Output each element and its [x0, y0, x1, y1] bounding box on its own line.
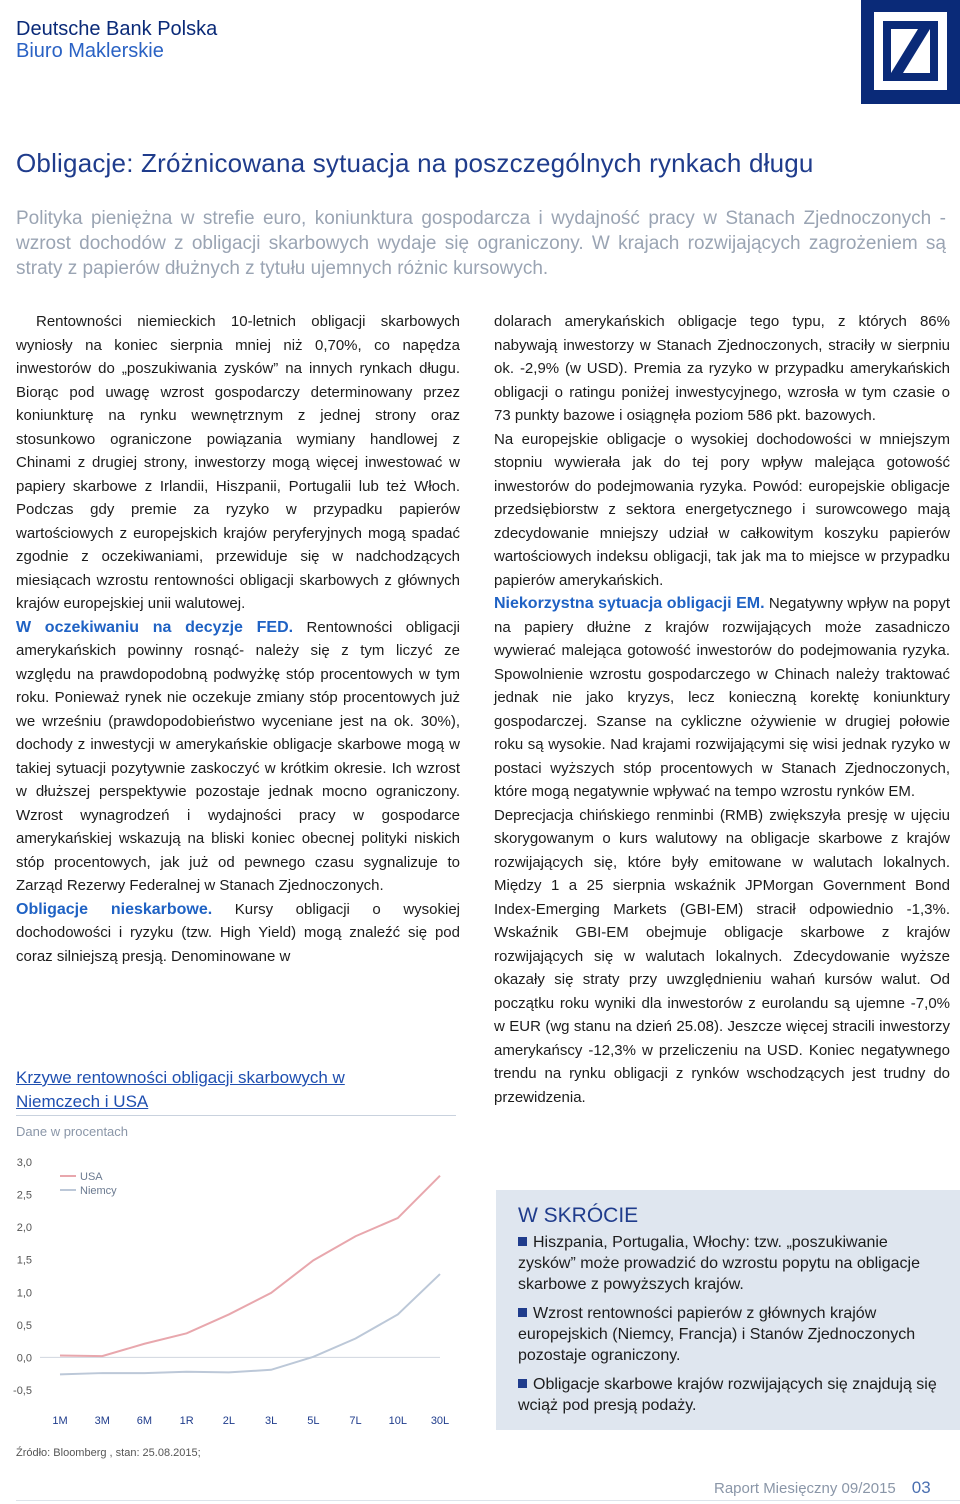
x-tick-label: 10L	[388, 1415, 407, 1427]
right-column	[494, 310, 950, 1109]
page-number: 03	[911, 1478, 931, 1497]
summary-item: Obligacje skarbowe krajów rozwijających się znajdują się wciąż pod presją podaży.	[518, 1376, 937, 1414]
y-tick-label: 1,5	[16, 1254, 32, 1267]
left-column	[16, 310, 460, 968]
x-tick-label: 2L	[222, 1415, 236, 1427]
legend-label: Niemcy	[80, 1185, 117, 1197]
series-line-usa	[60, 1176, 440, 1356]
y-tick-label: 0,0	[16, 1352, 32, 1365]
bullet-square-icon	[518, 1308, 527, 1317]
page-footer	[714, 1478, 931, 1498]
x-tick-label: 7L	[349, 1415, 362, 1427]
x-tick-label: 6M	[136, 1415, 153, 1427]
summary-title: W SKRÓCIE	[518, 1204, 639, 1227]
brand-name: Deutsche Bank Polska	[16, 18, 218, 40]
section-heading: Niekorzystna sytuacja obligacji EM.	[494, 595, 765, 612]
brand-subname: Biuro Maklerskie	[16, 40, 164, 62]
series-line-niemcy	[60, 1274, 440, 1374]
section-heading: W oczekiwaniu na decyzje FED.	[16, 618, 294, 636]
summary-item: Wzrost rentowności papierów z głównych krajów europejskich (Niemcy, Francja) i Stanów Zjednoczonych pozostaje ograniczony.	[518, 1305, 916, 1364]
y-tick-label: 3,0	[16, 1157, 32, 1169]
chart-divider	[16, 1115, 456, 1116]
y-tick-label: 0,5	[16, 1319, 32, 1332]
brand-header	[16, 18, 217, 62]
chart-source: Źródło: Bloomberg , stan: 25.08.2015;	[16, 1447, 201, 1459]
footer-rule	[16, 1500, 960, 1501]
paragraph: W oczekiwaniu na decyzje FED. Rentowności obligacji amerykańskich powinny rosnąć- należy się z tym liczyć ze względu na prawdopodobną podwyżkę stóp procentowych w tym roku. Ponieważ rynek nie oczekuje zmiany stóp procentowych już we wrześniu (prawdopodobieństwo wyceniane jest na ok. 30%), dochody z inwestycji w amerykańskie obligacje skarbowe mogą w takiej sytuacji pozytywnie zaskoczyć w krótkim okresie. Ich wzrost w dłuższej perspektywie pozostaje jednak mocno ograniczony. Wzrost wynagrodzeń i wydajności pracy w gospodarce amerykańskiej wskazują na bliski koniec obecnej polityki niskich stóp procentowych, jak już od pewnego czasu sygnalizuje to Zarząd Rezerwy Federalnej w Stanach Zjednoczonych.	[16, 618, 460, 894]
chart-subtitle: Dane w procentach	[16, 1124, 129, 1139]
intro-lead: Polityka pieniężna w strefie euro, koniunktura gospodarcza i wydajność pracy w Stanach Zjednoczonych - wzrost dochodów z obligacji skarbowych wydaje się ograniczony. W krajach rozwijających zagrożeniem są straty z papierów dłużnych z tytułu ujemnych różnic kursowych.	[16, 208, 946, 279]
section-heading: Obligacje nieskarbowe.	[16, 900, 213, 918]
report-name: Raport Miesięczny 09/2015	[714, 1480, 896, 1497]
x-tick-label: 1M	[52, 1415, 68, 1427]
paragraph: Deprecjacja chińskiego renminbi (RMB) zwiększyła presję w ujęciu skorygowanym o kurs walutowy na obligacje skarbowe z krajów rozwijających się, które były emitowane w walutach lokalnych. Między 1 a 25 sierpnia wskaźnik JPMorgan Government Bond Index-Emerging Markets (GBI-EM) stracił odpowiednio -1,3%. Wskaźnik GBI-EM obejmuje obligacje skarbowe z krajów rozwijających się w walutach lokalnych. Zdecydowanie wyższe okazały się straty przy uwzględnieniu wahań kursów walut. Od początku roku wyniki dla inwestorów z eurolandu są ujemne -7,0% w EUR (wg stanu na dzień 25.08). Jeszcze więcej stracili inwestorzy amerykańscy -12,3% w przeliczeniu na USD. Koniec negatywnego trendu na rynku obligacji z rynków wschodzących jest trudny do przewidzenia.	[494, 806, 950, 1106]
x-tick-label: 30L	[430, 1415, 450, 1427]
x-tick-label: 5L	[307, 1415, 320, 1427]
y-tick-label: 2,5	[16, 1189, 32, 1202]
paragraph: Niekorzystna sytuacja obligacji EM. Negatywny wpływ na popyt na papiery dłużne z krajów rozwijających może zasadniczo wywierać malejąca gotowość inwestorów do podejmowania ryzyka. Spowolnienie wzrostu gospodarczego w Chinach należy traktować jednak nie jako kryzys, lecz konieczną korektę koniunktury gospodarczej. Szanse na cykliczne ożywienie w drugiej połowie roku są wysokie. Nad krajami rozwijającymi się wisi jednak ryzyko w postaci wyższych stóp procentowych w Stanach Zjednoczonych, które mogą negatywnie wpływać na tempo wzrostu rynków EM.	[494, 595, 951, 800]
paragraph: dolarach amerykańskich obligacje tego typu, z których 86% nabywają inwestorzy w Stanach Zjednoczonych, straciły w sierpniu ok. -2,9% (w USD). Premia za ryzyko w przypadku amerykańskich obligacji o ratingu poniżej inwestycyjnego, wzrosła w tym czasie o 73 punkty bazowe i osiągnęła poziom 586 pkt. bazowych.	[494, 313, 950, 424]
deutsche-bank-logo-icon	[861, 0, 960, 104]
legend-label: USA	[80, 1171, 103, 1183]
x-tick-label: 3M	[94, 1415, 110, 1427]
summary-item: Hiszpania, Portugalia, Włochy: tzw. „poszukiwanie zysków” może prowadzić do wzrostu popytu na obligacje skarbowe z powyższych krajów.	[518, 1234, 920, 1293]
yield-curve-chart	[0, 1140, 470, 1440]
y-tick-label: 1,0	[16, 1287, 32, 1300]
chart-title: Krzywe rentowności obligacji skarbowych w Niemczech i USA	[16, 1068, 345, 1111]
x-tick-label: 1R	[179, 1415, 194, 1427]
page-title: Obligacje: Zróżnicowana sytuacja na poszczególnych rynkach długu	[16, 148, 814, 178]
y-tick-label: 2,0	[16, 1222, 32, 1235]
paragraph: Obligacje nieskarbowe. Kursy obligacji o wysokiej dochodowości i ryzyku (tzw. High Yield) mogą znaleźć się pod coraz silniejszą presją. Denominowane w	[16, 900, 460, 965]
bullet-square-icon	[518, 1379, 527, 1388]
paragraph: Na europejskie obligacje o wysokiej dochodowości w mniejszym stopniu wywierała jak do tej pory wpływ malejąca gotowość inwestorów do podejmowania ryzyka. Powód: europejskie obligacje przedsiębiorstw z sektora energetycznego i surowcowego mają zdecydowanie mniejszy udział w całkowitym koszyku papierów wartościowych indeksu obligacji, tak jak ma to miejsce w przypadku papierów amerykańskich.	[494, 430, 950, 589]
summary-list	[518, 1232, 948, 1424]
y-tick-label: -0,5	[13, 1385, 32, 1397]
summary-box	[496, 1190, 960, 1430]
bullet-square-icon	[518, 1237, 527, 1246]
x-tick-label: 3L	[264, 1415, 278, 1427]
paragraph: Rentowności niemieckich 10-letnich obligacji skarbowych wyniosły na koniec sierpnia mniej niż 0,70%, co napędza inwestorów do „poszukiwania zysków” na innych rynkach długu. Biorąc pod uwagę wzrost gospodarczy determinowany przez koniunkturę na rynku wewnętrznym z jednej strony oraz stosunkowo ograniczone powiązania wymiany handlowej z Chinami z drugiej strony, inwestorzy mogą więcej inwestować w papiery skarbowe z Irlandii, Hiszpanii, Portugalii lub też Włoch. Podczas gdy premie za ryzyko w przypadku papierów wartościowych z europejskich krajów peryferyjnych mogą spadać zgodnie z oczekiwaniami, przewiduje się w nadchodzących miesiącach wzrostu rentowności obligacji skarbowych z głównych krajów europejskiej unii walutowej.	[16, 313, 460, 612]
